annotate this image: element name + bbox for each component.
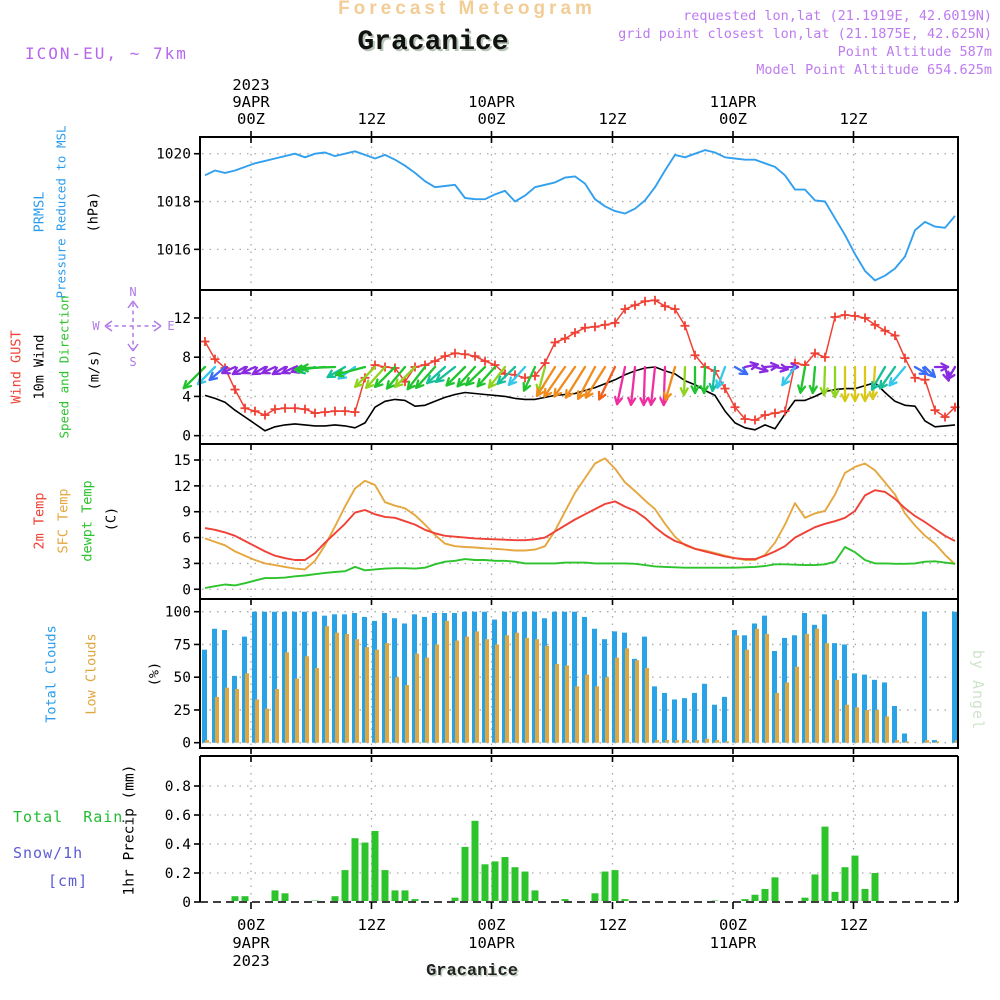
low-cloud-bar bbox=[575, 686, 579, 742]
wind-direction-arrow bbox=[948, 367, 955, 379]
low-cloud-bar bbox=[695, 740, 699, 743]
low-cloud-bar bbox=[655, 740, 659, 743]
low-cloud-bar bbox=[225, 688, 229, 743]
top-time-label: 00Z bbox=[237, 110, 265, 128]
precip-ytick-label: 0.8 bbox=[164, 779, 191, 796]
precip-bar bbox=[562, 899, 569, 901]
wind-ytick-label: 4 bbox=[182, 389, 191, 406]
precip-bar bbox=[232, 896, 239, 901]
low-cloud-bar bbox=[895, 740, 899, 743]
pressure-label-prmsl: PRMSL bbox=[31, 191, 48, 233]
clouds-ytick-label: 0 bbox=[182, 735, 191, 752]
top-year-label: 2023 bbox=[232, 76, 270, 94]
precip-bar bbox=[342, 870, 349, 901]
low-cloud-bar bbox=[885, 716, 889, 742]
clouds-ytick-label: 75 bbox=[173, 637, 191, 654]
clouds-series bbox=[202, 612, 959, 743]
precip-bar bbox=[462, 847, 469, 901]
bottom-date-label: 9APR bbox=[232, 934, 270, 952]
bottom-time-label: 00Z bbox=[477, 916, 506, 934]
low-cloud-bar bbox=[395, 677, 399, 742]
precip-bar bbox=[382, 870, 389, 901]
low-cloud-bar bbox=[495, 644, 499, 742]
low-cloud-bar bbox=[765, 634, 769, 743]
precip-series bbox=[200, 821, 958, 902]
precip-bar bbox=[622, 899, 629, 901]
temp-border bbox=[200, 444, 958, 599]
wind-direction-arrow bbox=[640, 367, 647, 405]
pressure-ytick-label: 1020 bbox=[156, 146, 191, 163]
precip-bar bbox=[402, 890, 409, 901]
sfc-temp-line bbox=[205, 458, 955, 569]
top-time-label: 00Z bbox=[477, 110, 506, 128]
compass-w-label: W bbox=[92, 319, 100, 333]
low-cloud-bar bbox=[845, 705, 849, 743]
clouds-total-label: Total Clouds bbox=[43, 625, 60, 723]
clouds-unit-label: (%) bbox=[146, 661, 163, 687]
bottom-time-label: 12Z bbox=[598, 916, 627, 934]
precip-bar bbox=[772, 877, 779, 901]
precip-bar bbox=[842, 867, 849, 901]
top-time-label: 12Z bbox=[839, 110, 868, 128]
low-cloud-bar bbox=[745, 650, 749, 743]
low-cloud-bar bbox=[485, 639, 489, 742]
low-cloud-bar bbox=[345, 634, 349, 743]
low-cloud-bar bbox=[275, 689, 279, 743]
low-cloud-bar bbox=[625, 648, 629, 742]
total-cloud-bar bbox=[662, 693, 667, 743]
panel-borders bbox=[200, 131, 958, 909]
model-label: ICON-EU, ~ 7km bbox=[25, 44, 188, 63]
top-date-label: 11APR bbox=[709, 93, 757, 111]
precip-bar bbox=[512, 867, 519, 901]
low-cloud-bar bbox=[535, 639, 539, 742]
low-cloud-bar bbox=[235, 689, 239, 743]
precip-bar bbox=[812, 874, 819, 901]
wind-ytick-label: 0 bbox=[182, 428, 191, 445]
precip-bar bbox=[482, 864, 489, 901]
low-cloud-bar bbox=[635, 660, 639, 743]
precip-bar bbox=[272, 890, 279, 901]
wind-direction-arrow bbox=[852, 367, 859, 401]
precip-snow-legend: Snow/1h bbox=[13, 844, 84, 862]
temp-ytick-label: 15 bbox=[173, 453, 191, 470]
wind-gust-label: Wind GUST bbox=[8, 330, 25, 404]
total-cloud-bar bbox=[712, 705, 717, 743]
clouds-ytick-label: 100 bbox=[164, 604, 191, 621]
precip-rain-legend: Total Rain bbox=[13, 808, 124, 826]
wind-direction-arrow bbox=[301, 364, 335, 371]
wind-direction-arrow bbox=[862, 367, 869, 401]
low-cloud-bar bbox=[405, 685, 409, 743]
temp-dewpt-label: dewpt Temp bbox=[79, 480, 96, 562]
pressure-panel-grid bbox=[156, 139, 956, 288]
low-cloud-bar bbox=[215, 697, 219, 743]
top-date-label: 10APR bbox=[468, 93, 515, 111]
temp-ytick-label: 9 bbox=[182, 504, 191, 521]
low-cloud-bar bbox=[675, 740, 679, 743]
low-cloud-bar bbox=[595, 686, 599, 742]
low-cloud-bar bbox=[505, 635, 509, 742]
meta-gridpoint-lonlat: grid point closest lon,lat (21.1875E, 42.625N) bbox=[618, 26, 992, 42]
precip-bar bbox=[412, 899, 419, 901]
precip-ytick-label: 0.4 bbox=[164, 837, 191, 854]
low-cloud-bar bbox=[385, 643, 389, 743]
top-date-label: 9APR bbox=[232, 93, 270, 111]
pressure-line bbox=[205, 150, 955, 280]
wind-direction-arrow bbox=[615, 367, 625, 404]
total-cloud-bar bbox=[902, 734, 907, 743]
low-cloud-bar bbox=[555, 664, 559, 743]
clouds-low-label: Low Clouds bbox=[83, 633, 100, 715]
total-cloud-bar bbox=[672, 699, 677, 742]
total-cloud-bar bbox=[952, 612, 957, 743]
time-axis-labels bbox=[232, 76, 867, 970]
meta-model-point-altitude: Model Point Altitude 654.625m bbox=[756, 62, 992, 78]
wind-ytick-label: 12 bbox=[173, 310, 191, 327]
precip-cm-legend: [cm] bbox=[48, 872, 89, 890]
wind-ytick-label: 8 bbox=[182, 350, 191, 367]
low-cloud-bar bbox=[715, 740, 719, 743]
low-cloud-bar bbox=[515, 633, 519, 743]
low-cloud-bar bbox=[205, 740, 209, 743]
temp-panel-grid bbox=[174, 446, 956, 598]
top-time-label: 00Z bbox=[719, 110, 747, 128]
total-cloud-bar bbox=[722, 697, 727, 743]
wind-unit-label: (m/s) bbox=[86, 349, 103, 391]
precip-bar bbox=[452, 898, 459, 901]
low-cloud-bar bbox=[325, 626, 329, 743]
compass-n-label: N bbox=[129, 285, 137, 299]
wind-speeddir-label: Speed and Direction bbox=[56, 295, 72, 439]
low-cloud-bar bbox=[315, 668, 319, 743]
precip-bar bbox=[352, 838, 359, 901]
low-cloud-bar bbox=[305, 656, 309, 742]
low-cloud-bar bbox=[615, 658, 619, 743]
low-cloud-bar bbox=[255, 699, 259, 742]
low-cloud-bar bbox=[785, 682, 789, 742]
meta-requested-lonlat: requested lon,lat (21.1919E, 42.6019N) bbox=[683, 8, 992, 24]
bottom-time-label: 12Z bbox=[839, 916, 868, 934]
total-cloud-bar bbox=[692, 693, 697, 743]
precip-bar bbox=[242, 896, 249, 901]
temp-unit-label: (C) bbox=[103, 506, 120, 532]
low-cloud-bar bbox=[245, 673, 249, 742]
wind-direction-arrow bbox=[821, 367, 828, 395]
clouds-ytick-label: 50 bbox=[173, 670, 191, 687]
total-cloud-bar bbox=[652, 686, 657, 742]
precip-bar bbox=[802, 898, 809, 901]
precip-bar bbox=[762, 889, 769, 901]
bottom-time-label: 00Z bbox=[237, 916, 265, 934]
low-cloud-bar bbox=[525, 638, 529, 743]
by-angel-watermark: by Angel bbox=[969, 649, 987, 731]
temp-2m-label: 2m Temp bbox=[31, 492, 48, 550]
low-cloud-bar bbox=[435, 644, 439, 742]
bottom-date-label: 11APR bbox=[709, 934, 757, 952]
meta-point-altitude: Point Altitude 587m bbox=[837, 44, 992, 60]
precip-bar bbox=[602, 872, 609, 901]
precip-bar bbox=[832, 892, 839, 901]
temp-ytick-label: 6 bbox=[182, 530, 191, 547]
low-cloud-bar bbox=[935, 741, 939, 742]
low-cloud-bar bbox=[665, 740, 669, 743]
temp-ytick-label: 12 bbox=[173, 478, 191, 495]
low-cloud-bar bbox=[805, 634, 809, 743]
footer-station-label: Gracanice bbox=[426, 962, 518, 981]
precip-bar bbox=[752, 895, 759, 901]
precip-bar bbox=[492, 861, 499, 901]
precip-bar bbox=[372, 831, 379, 901]
bottom-date-label: 10APR bbox=[468, 934, 515, 952]
low-cloud-bar bbox=[545, 646, 549, 743]
pressure-ytick-label: 1016 bbox=[156, 242, 191, 259]
bottom-year-label: 2023 bbox=[232, 952, 270, 970]
precip-bar bbox=[332, 896, 339, 901]
low-cloud-bar bbox=[855, 707, 859, 742]
low-cloud-bar bbox=[865, 710, 869, 743]
total-cloud-bar bbox=[202, 650, 207, 743]
low-cloud-bar bbox=[295, 679, 299, 743]
low-cloud-bar bbox=[735, 635, 739, 742]
pressure-label-long: Pressure Reduced to MSL bbox=[53, 125, 69, 299]
low-cloud-bar bbox=[265, 709, 269, 743]
precip-bar bbox=[852, 856, 859, 901]
precip-panel-grid bbox=[165, 758, 956, 911]
precip-ylabel: 1hr Precip (mm) bbox=[121, 764, 138, 896]
temp-ytick-label: 0 bbox=[182, 582, 191, 599]
precip-bar bbox=[502, 857, 509, 901]
precip-ytick-label: 0.6 bbox=[164, 808, 191, 825]
low-cloud-bar bbox=[775, 693, 779, 743]
compass-rose bbox=[92, 285, 174, 369]
precip-bar bbox=[522, 872, 529, 901]
precip-bar bbox=[282, 893, 289, 901]
compass-line bbox=[128, 344, 133, 351]
temp-series bbox=[205, 458, 955, 588]
wind-direction-arrow bbox=[648, 367, 655, 405]
pressure-unit-label: (hPa) bbox=[85, 191, 102, 233]
pressure-ytick-label: 1018 bbox=[156, 194, 191, 211]
pressure-border bbox=[200, 137, 958, 290]
low-cloud-bar bbox=[685, 740, 689, 743]
precip-bar bbox=[822, 827, 829, 901]
low-cloud-bar bbox=[465, 637, 469, 743]
low-cloud-bar bbox=[375, 650, 379, 743]
low-cloud-bar bbox=[565, 665, 569, 742]
wind-direction-arrow bbox=[798, 367, 805, 393]
total-cloud-bar bbox=[682, 698, 687, 743]
low-cloud-bar bbox=[605, 677, 609, 742]
wind-gust-line bbox=[205, 300, 955, 420]
precip-bar bbox=[392, 890, 399, 901]
low-cloud-bar bbox=[835, 680, 839, 743]
precip-bar bbox=[362, 843, 369, 901]
top-time-label: 12Z bbox=[598, 110, 627, 128]
low-cloud-bar bbox=[725, 741, 729, 742]
precip-bar bbox=[592, 893, 599, 901]
wind-direction-arrow bbox=[692, 367, 699, 393]
wind-10m-label: 10m Wind bbox=[31, 334, 48, 400]
low-cloud-bar bbox=[795, 667, 799, 743]
wind-direction-arrow bbox=[701, 367, 708, 393]
precip-bar bbox=[472, 821, 479, 901]
precip-bar bbox=[862, 889, 869, 901]
wind-direction-arrow bbox=[810, 367, 817, 393]
low-cloud-bar bbox=[815, 629, 819, 743]
total-cloud-bar bbox=[892, 706, 897, 743]
low-cloud-bar bbox=[925, 740, 929, 743]
low-cloud-bar bbox=[445, 621, 449, 743]
low-cloud-bar bbox=[415, 654, 419, 743]
bottom-time-label: 00Z bbox=[719, 916, 747, 934]
precip-bar bbox=[872, 873, 879, 901]
low-cloud-bar bbox=[645, 668, 649, 743]
precip-ytick-label: 0.2 bbox=[164, 866, 191, 883]
dewpt-temp-line bbox=[205, 547, 955, 588]
temp-ytick-label: 3 bbox=[182, 556, 191, 573]
low-cloud-bar bbox=[755, 629, 759, 743]
low-cloud-bar bbox=[585, 675, 589, 743]
forecast-meteogram-watermark: Forecast Meteogram bbox=[338, 0, 596, 19]
wind-direction-arrow bbox=[184, 367, 205, 388]
compass-line bbox=[133, 344, 138, 351]
low-cloud-bar bbox=[365, 647, 369, 743]
precip-ytick-label: 0 bbox=[182, 895, 191, 911]
precip-bar bbox=[612, 870, 619, 901]
low-cloud-bar bbox=[285, 652, 289, 742]
low-cloud-bar bbox=[455, 641, 459, 743]
wind-series bbox=[184, 296, 960, 431]
precip-bar bbox=[742, 899, 749, 901]
compass-s-label: S bbox=[129, 355, 137, 369]
temp-sfc-label: SFC Temp bbox=[55, 488, 72, 554]
low-cloud-bar bbox=[475, 631, 479, 742]
total-cloud-bar bbox=[922, 612, 927, 743]
bottom-time-label: 12Z bbox=[357, 916, 386, 934]
clouds-ytick-label: 25 bbox=[173, 702, 191, 719]
wind-direction-arrow bbox=[832, 367, 839, 397]
low-cloud-bar bbox=[335, 633, 339, 743]
low-cloud-bar bbox=[425, 658, 429, 743]
precip-bar bbox=[532, 890, 539, 901]
pressure-series bbox=[205, 150, 955, 280]
low-cloud-bar bbox=[875, 710, 879, 743]
low-cloud-bar bbox=[905, 741, 909, 742]
compass-e-label: E bbox=[167, 319, 175, 333]
page-title: Gracanice bbox=[357, 27, 509, 58]
low-cloud-bar bbox=[825, 643, 829, 743]
total-cloud-bar bbox=[702, 684, 707, 743]
wind-direction-arrow bbox=[554, 367, 575, 396]
top-time-label: 12Z bbox=[357, 110, 386, 128]
low-cloud-bar bbox=[705, 739, 709, 743]
low-cloud-bar bbox=[355, 639, 359, 742]
wind-direction-arrow bbox=[842, 367, 849, 401]
